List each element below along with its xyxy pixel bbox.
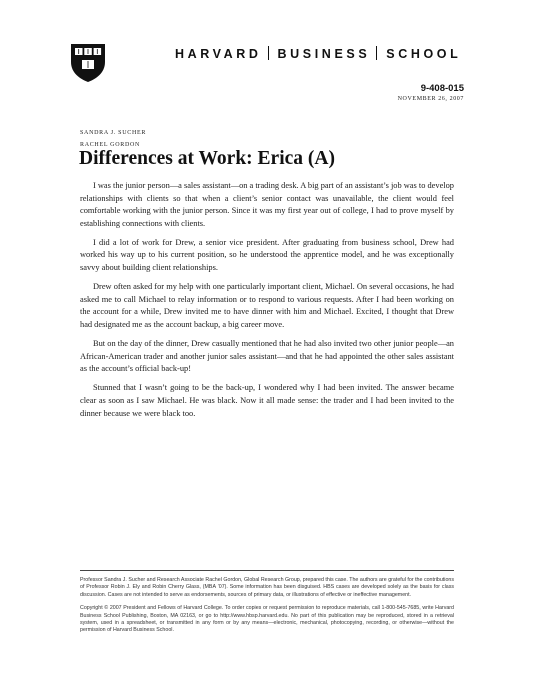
author-name: SANDRA J. SUCHER (80, 130, 147, 136)
body-paragraph: Drew often asked for my help with one particularly important client, Michael. On several occasions, he had asked me to call Michael to relay information or to respond to various requests. After I had been working on the account for a while, Drew invited me to have dinner with him and Michael. Excited, I thought that Drew had designated me as the account backup, a big career move. (80, 282, 454, 329)
harvard-veritas-shield-icon (70, 43, 106, 83)
author-name: RACHEL GORDON (80, 142, 141, 148)
wordmark-harvard: HARVARD (175, 47, 262, 61)
copyright-notice: Copyright © 2007 President and Fellows of Harvard College. To order copies or request permission to reproduce materials, call 1-800-545-7685, write Harvard Business School Publishing, Boston, MA 02163, or go to http://www.hbsp.harvard.edu. No part of this publication may be reproduced, stored in a retrieval system, used in a spreadsheet, or transmitted in any form or by any means—electronic, mechanical, photocopying, recording, or otherwise—without the permission of Harvard Business School. (80, 605, 454, 634)
footer-notes (80, 577, 454, 641)
body-paragraph: Stunned that I wasn’t going to be the back-up, I wondered why I had been invited. The answer became clear as soon as I saw Michael. He was black. Now it all made sense: the trader and I had been invited to the dinner because we were black too. (80, 383, 454, 418)
body-paragraph: But on the day of the dinner, Drew casually mentioned that he had also invited two other junior people—an African-American trader and another junior sales assistant—and that he had appointed the other sales assistant as the account’s official back-up! (80, 339, 454, 374)
footer-divider (80, 570, 454, 571)
body-paragraph: I was the junior person—a sales assistant—on a trading desk. A big part of an assistant’s job was to develop relationships with clients so that when a client’s senior contact was unavailable, the client would feel comfortable working with the junior person. Since it was my first year out of college, I had to prove myself by establishing connections with clients. (80, 181, 454, 228)
author-note: Professor Sandra J. Sucher and Research Associate Rachel Gordon, Global Research Group, prepared this case. The authors are grateful for the contributions of Professor Robin J. Ely and Robin Cherry Glass, (MBA ’07). Some information has been disguised. HBS cases are developed solely as the basis for class discussion. Cases are not intended to serve as endorsements, sources of primary data, or illustrations of effective or ineffective management. (80, 577, 454, 598)
school-wordmark (175, 46, 515, 61)
wordmark-school: SCHOOL (386, 47, 462, 61)
case-date: NOVEMBER 26, 2007 (397, 96, 464, 102)
case-number: 9-408-015 (420, 83, 464, 94)
body-paragraph: I did a lot of work for Drew, a senior vice president. After graduating from business school, Drew had worked his way up to his current position, so he understood the apprentice model, and he was exceptionally savvy about building client relationships. (80, 237, 454, 273)
wordmark-divider (268, 46, 269, 60)
wordmark-business: BUSINESS (277, 47, 371, 61)
case-body (80, 180, 454, 427)
wordmark-divider (376, 46, 377, 60)
document-title: Differences at Work: Erica (A) (79, 148, 335, 169)
